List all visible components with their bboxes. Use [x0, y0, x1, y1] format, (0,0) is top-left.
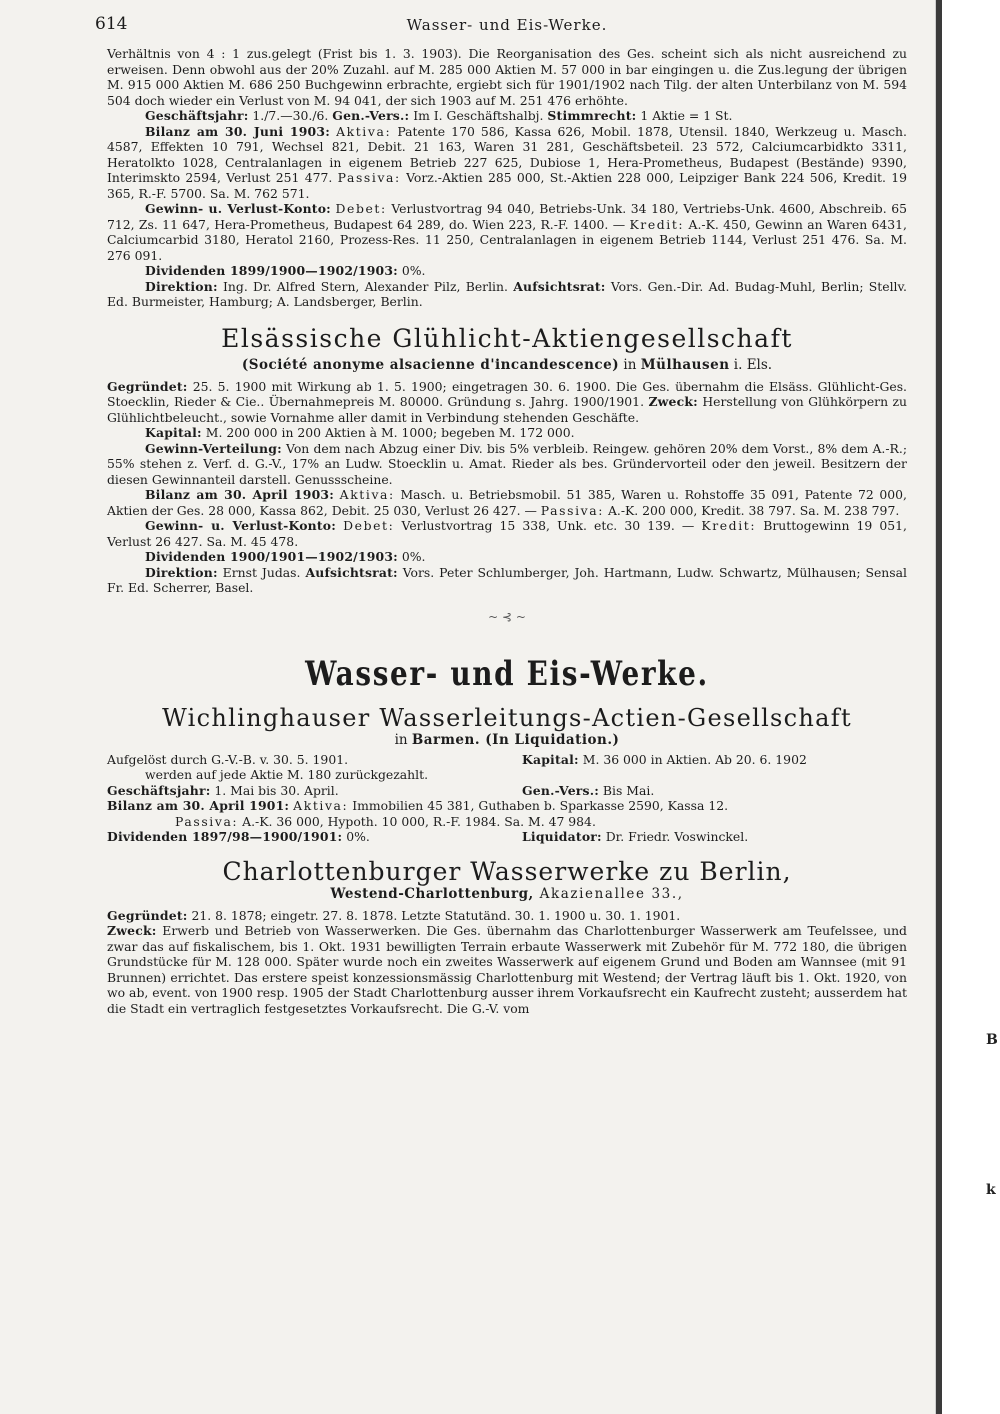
elsass-bilanz: Bilanz am 30. April 1903: Aktiva: Masch. u. Betriebsmobil. 51 385, Waren u. Rohstoffe 35 091, Patente 72 000, Aktien der Ges. 28 000, Kassa 862, Debit. 25 030, Verlust 26 427. — Passiva: A.-K. 200 000, Kredit. 38 797. Sa. M. 238 797. — [107, 487, 907, 518]
wichl-row-dividenden: Dividenden 1897/98—1900/1901: 0%. Liquidator: Dr. Friedr. Voswinckel. — [107, 829, 749, 844]
elsass-company-subtitle: (Société anonyme alsacienne d'incandescence) in Mülhausen i. Els. — [241, 356, 773, 373]
running-title: Wasser- und Eis-Werke. — [406, 16, 608, 34]
elsass-gewinn-verlust: Gewinn- u. Verlust-Konto: Debet: Verlustvortrag 15 338, Unk. etc. 30 139. — Kredit: Bruttogewinn 19 051, Verlust 26 427. Sa. M. 45 478. — [107, 518, 907, 549]
prev-geschaeftsjahr: Geschäftsjahr: 1./7.—30./6. Gen.-Vers.: Im I. Geschäftshalbj. Stimmrecht: 1 Aktie = 1 St. — [145, 108, 733, 123]
wichl-bilanz: Bilanz am 30. April 1901: Aktiva: Immobilien 45 381, Guthaben b. Sparkasse 2590, Kassa 12. — [107, 798, 729, 813]
section-heading: Wasser- und Eis-Werke. — [305, 653, 709, 694]
elsass-direktion: Direktion: Ernst Judas. Aufsichtsrat: Vors. Peter Schlumberger, Joh. Hartmann, Ludw. Schwartz, Mülhausen; Sensal Fr. Ed. Scherrer, Basel. — [107, 564, 907, 595]
prev-intro-paragraph: Verhältnis von 4 : 1 zus.gelegt (Frist bis 1. 3. 1903). Die Reorganisation des Ges. scheint sich als nicht ausreichend zu erweisen. Denn obwohl aus der 20% Zuzahl. auf M. 285 000 Aktien M. 57 000 in bar eingingen u. die Zus.legung der übrigen M. 915 000 Aktien M. 686 250 Buchgewinn erbrachte, ergiebt sich für 1901/1902 nach Tilg. der alten Unterbilanz von M. 594 504 doch wieder ein Verlust von M. 94 041, der sich 1903 auf M. 251 476 erhöhte. — [107, 46, 907, 108]
page-header — [95, 12, 907, 46]
prev-dividenden: Dividenden 1899/1900—1902/1903: 0%. — [145, 263, 426, 278]
charl-zweck: Zweck: Erwerb und Betrieb von Wasserwerken. Die Ges. übernahm das Charlottenburger Wasserwerk am Teufelssee, und zwar das auf fiskalischem, bis 1. Okt. 1931 bewilligten Terrain erbaute Wasserwerk mit Zubehör für M. 772 180, die übrigen Grundstücke für M. 128 000. Später wurde noch ein zweites Wasserwerk auf eigenem Grund und Boden am Wannsee (mit 91 Brunnen) errichtet. Das erstere speist konzessionsmässig Charlottenburg mit Westend; der Vertrag läuft bis 1. Okt. 1920, von wo ab, event. von 1900 resp. 1905 der Stadt Charlottenburg ausser ihrem Vorkaufsrecht ein Kaufrecht zusteht; ausserdem hat die Stadt ein vertraglich festgesetztes Vorkaufsrecht. Die G.-V. vom — [107, 923, 907, 1016]
page-number: 614 — [95, 14, 128, 34]
edge-letter-b: B — [986, 1032, 998, 1048]
elsass-gegruendet: Gegründet: 25. 5. 1900 mit Wirkung ab 1. 5. 1900; eingetragen 30. 6. 1900. Die Ges. übernahm die Elsäss. Glühlicht-Ges. Stoecklin, Rieder & Cie.. Übernahmepreis M. 80000. Gründung s. Jahrg. 1900/1901. Zweck: Herstellung von Glühkörpern zu Glühlichtbeleucht., sowie Vornahme aller damit in Verbindung stehenden Geschäfte. — [107, 378, 907, 425]
wichl-passiva: Passiva: A.-K. 36 000, Hypoth. 10 000, R.-F. 1984. Sa. M. 47 984. — [175, 813, 596, 829]
prev-gewinn-verlust: Gewinn- u. Verlust-Konto: Debet: Verlustvortrag 94 040, Betriebs-Unk. 34 180, Vertriebs-Unk. 4600, Abschreib. 65 712, Zs. 11 647, Hera-Prometheus, Budapest 64 289, do. Wien 223, R.-F. 1400. — Kredit: A.-K. 450, Gewinn an Waren 6431, Calciumcarbid 3180, Heratol 2160, Prozess-Res. 11 250, Centralanlagen in eigenem Betrieb 1144, Verlust 251 476. Sa. M. 276 091. — [107, 201, 907, 263]
edge-letter-k: k — [986, 1182, 996, 1198]
elsass-company-title: Elsässische Glühlicht-Aktiengesellschaft — [221, 323, 793, 353]
wichl-company-subtitle: in Barmen. (In Liquidation.) — [394, 731, 620, 748]
prev-direktion: Direktion: Ing. Dr. Alfred Stern, Alexander Pilz, Berlin. Aufsichtsrat: Vors. Gen.-Dir. Ad. Budag-Muhl, Berlin; Stellv. Ed. Burmeister, Hamburg; A. Landsberger, Berlin. — [107, 278, 907, 309]
wichl-kapital-continued: werden auf jede Aktie M. 180 zurückgezahlt. — [145, 767, 429, 782]
elsass-dividenden: Dividenden 1900/1901—1902/1903: 0%. — [145, 549, 426, 564]
page — [95, 12, 907, 1016]
prev-bilanz: Bilanz am 30. Juni 1903: Aktiva: Patente 170 586, Kassa 626, Mobil. 1878, Utensil. 1840, Werkzeug u. Masch. 4587, Effekten 10 791, Wechsel 821, Debit. 21 163, Waren 31 281, Geschäftsbeteil. 23 572, Calciumcarbidkto 3311, Heratolkto 1028, Centralanlagen in eigenem Betrieb 227 625, Dubiose 1, Hera-Prometheus, Budapest (Bestände) 9390, Interimskto 2594, Verlust 251 477. Passiva: Vorz.-Aktien 285 000, St.-Aktien 228 000, Leipziger Bank 224 506, Kredit. 19 365, R.-F. 5700. Sa. M. 762 571. — [107, 123, 907, 201]
elsass-kapital: Kapital: M. 200 000 in 200 Aktien à M. 1000; begeben M. 172 000. — [145, 425, 575, 440]
charl-gegruendet: Gegründet: 21. 8. 1878; eingetr. 27. 8. 1878. Letzte Statutänd. 30. 1. 1900 u. 30. 1. 1901. — [107, 907, 681, 923]
charl-company-title: Charlottenburger Wasserwerke zu Berlin, — [222, 856, 792, 886]
wichl-company-title: Wichlinghauser Wasserleitungs-Actien-Gesellschaft — [162, 703, 852, 732]
right-page-margin — [935, 0, 1000, 1414]
elsass-gewinn-verteilung: Gewinn-Verteilung: Von dem nach Abzug einer Div. bis 5% verbleib. Reingew. gehören 20% dem Vorst., 8% dem A.-R.; 55% stehen z. Verf. d. G.-V., 17% an Ludw. Stoecklin u. Amat. Rieder als bes. Gründervorteil oder den jeweil. Besitzern der diesen Gewinnanteil darstell. Genussscheine. — [107, 440, 907, 487]
section-separator-ornament: ~ ⊰ ~ — [488, 609, 526, 624]
charl-company-subtitle: Westend-Charlottenburg, Akazienallee 33., — [330, 885, 684, 902]
wichl-row-geschaeftsjahr: Geschäftsjahr: 1. Mai bis 30. April. Gen.-Vers.: Bis Mai. — [107, 782, 655, 798]
wichl-row-aufgeloest: Aufgelöst durch G.-V.-B. v. 30. 5. 1901. Kapital: M. 36 000 in Aktien. Ab 20. 6. 1902 — [107, 751, 807, 767]
